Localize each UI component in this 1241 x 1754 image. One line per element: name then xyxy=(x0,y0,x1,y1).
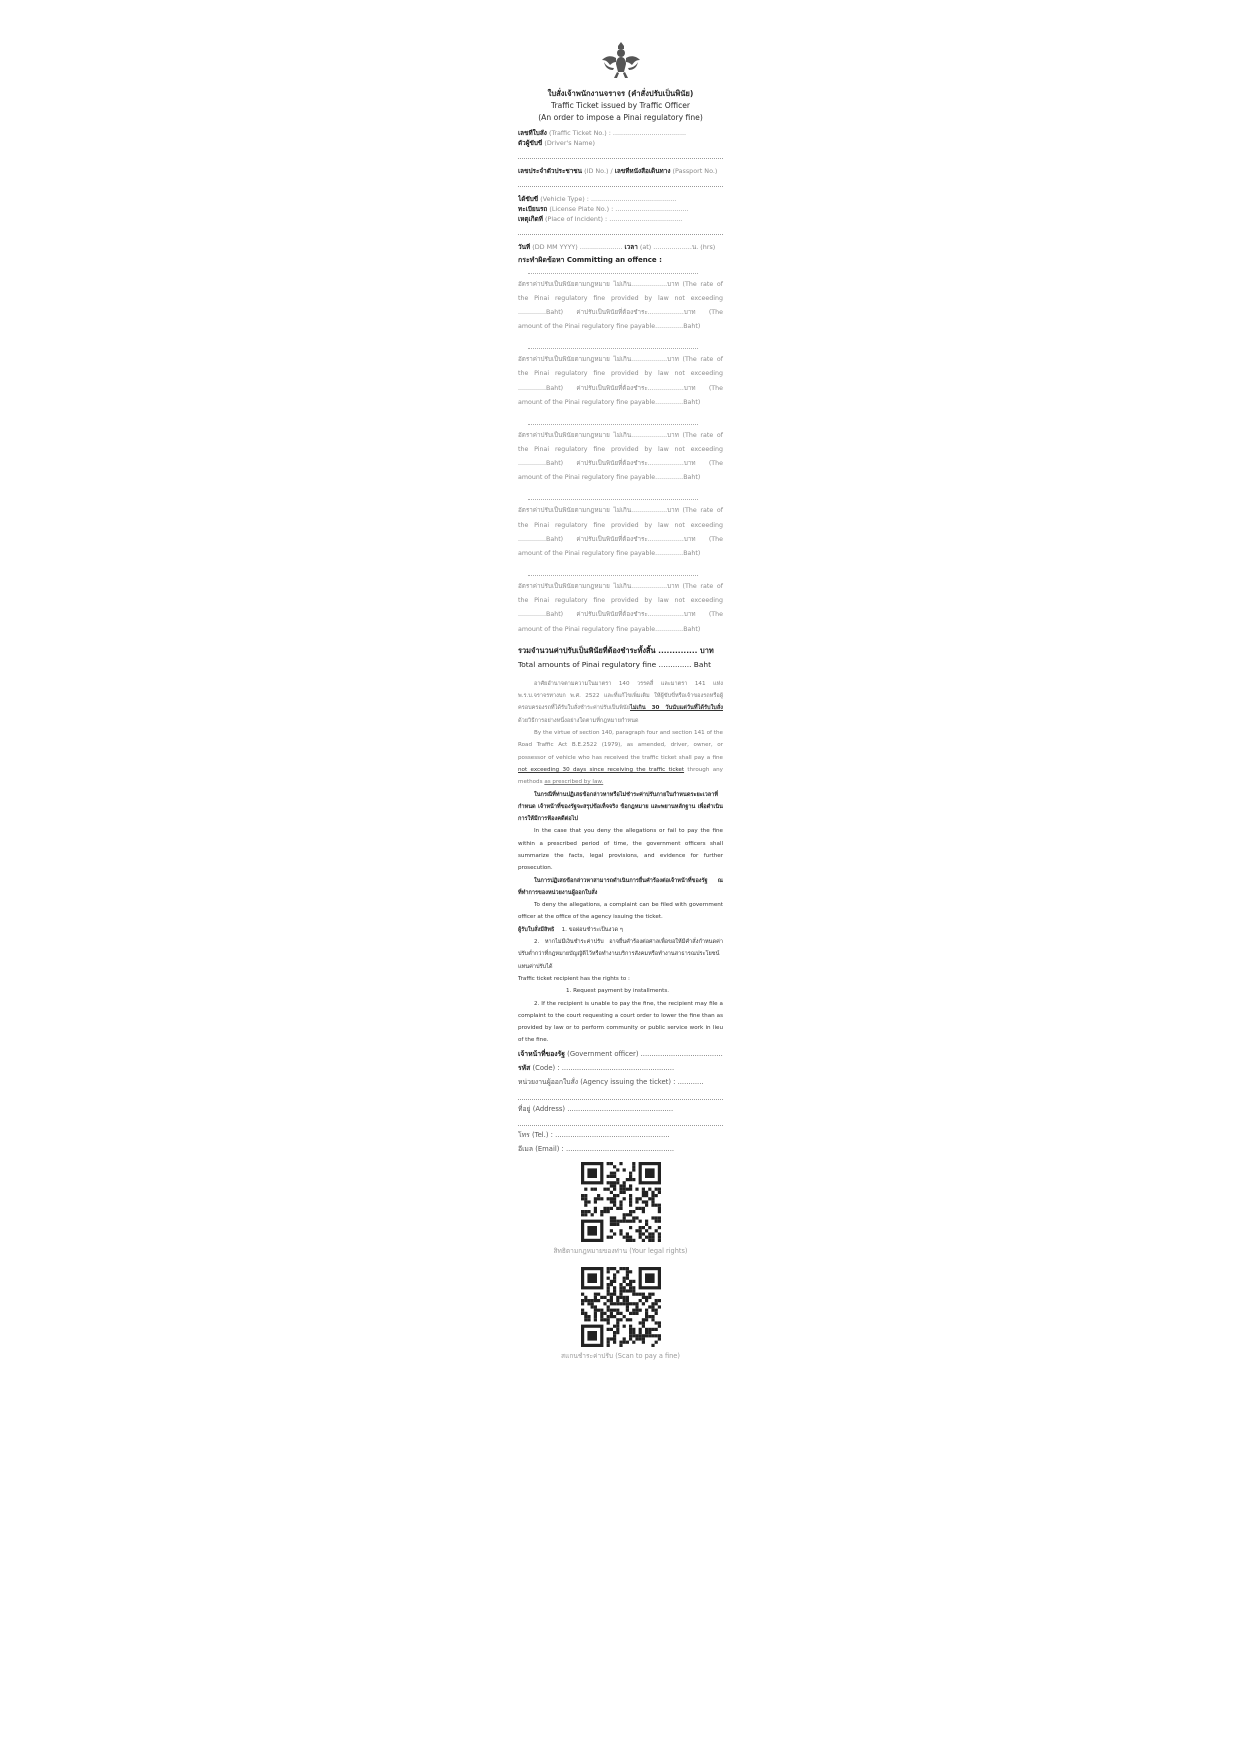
title-thai: ใบสั่งเจ้าพนักงานจราจร (คำสั่งปรับเป็นพินัย) xyxy=(547,89,694,98)
driver-name-field: ตัวผู้ขับขี่ (Driver's Name) xyxy=(518,139,595,148)
legal-notice-thai-3: ในการปฏิเสธข้อกล่าวหาสามารถดำเนินการยื่นคำร้องต่อเจ้าหน้าที่ของรัฐ ณ ที่ทำการของหน่วยงานผู้ออกใบสั่ง xyxy=(518,877,723,896)
rights-english-2: 2. If the recipient is unable to pay the fine, the recipient may file a complaint to the court requesting a court order to lower the fine than as provided by law or to perform community or public service work in lieu of the fine. xyxy=(518,1000,723,1044)
legal-rights-qr-label: สิทธิตามกฎหมายของท่าน (Your legal rights) xyxy=(553,1247,688,1256)
place-line xyxy=(518,225,723,235)
legal-notice-english-3: To deny the allegations, a complaint can be filed with government officer at the office of the agency issuing the ticket. xyxy=(518,902,723,921)
place-of-incident-field: เหตุเกิดที่ (Place of Incident) : .................................... xyxy=(518,214,683,223)
agency-field: หน่วยงานผู้ออกใบสั่ง (Agency issuing the ticket) : ............ xyxy=(518,1078,704,1087)
legal-rights-qr-code[interactable] xyxy=(581,1162,661,1242)
legal-notice-english-1: By the virtue of section 140, paragraph four and section 141 of the Road Traffic Act B.E.2522 (1979), as amended, driver, owner, or possessor of vehicle who has received the traffic ticket shall pay a fine not exceeding 30 days since receiving the traffic ticket through any methods as prescribed by law. xyxy=(518,730,723,786)
vehicle-type-field: ได้ขับขี่ (Vehicle Type) : .......................................... xyxy=(518,195,677,204)
legal-notice-thai-1: อาศัยอำนาจตามความในมาตรา 140 วรรคสี่ และมาตรา 141 แห่ง พ.ร.บ.จราจรทางบก พ.ศ. 2522 และที่แก้ไขเพิ่มเติม ให้ผู้ขับขี่หรือเจ้าของรถหรือผู้ครอบครองรถที่ได้รับใบสั่งชำระค่าปรับเป็นพินัยไม่เกิน 30 วันนับแต่วันที่ได้รับใบสั่ง ด้วยวิธีการอย่างหนึ่งอย่างใดตามที่กฎหมายกำหนด xyxy=(518,680,723,724)
offence-title: กระทำผิดข้อหา Committing an offence : xyxy=(518,255,662,264)
rights-thai: ผู้รับใบสั่งมีสิทธิ 1. ขอผ่อนชำระเป็นงวด ๆ xyxy=(518,926,623,933)
offence-fine-rate: อัตราค่าปรับเป็นพินัยตามกฎหมาย ไม่เกิน..................บาท (The rate of the Pinai regulatory fine provided by law not exceeding ..............Baht) ค่าปรับเป็นพินัยที่ต้องชำระ..................บาท (The amount of the Pinai regulatory fine payable..............Baht) xyxy=(518,583,723,633)
offence-description-line xyxy=(528,568,698,576)
legal-notice-english-2: In the case that you deny the allegations or fail to pay the fine within a prescribed period of time, the government officers shall summarize the facts, legal provisions, and evidence for further prosecution. xyxy=(518,828,723,872)
rights-thai-2: 2. หากไม่มีเงินชำระค่าปรับ อาจยื่นคำร้องต่อศาลเพื่อขอให้มีคำสั่งกำหนดค่าปรับต่ำกว่าที่กฎหมายบัญญัติไว้หรือทำงานบริการสังคมหรือทำงานสาธารณประโยชน์แทนค่าปรับได้ xyxy=(518,939,723,970)
offence-description-line xyxy=(528,492,698,500)
offence-fine-rate: อัตราค่าปรับเป็นพินัยตามกฎหมาย ไม่เกิน..................บาท (The rate of the Pinai regulatory fine provided by law not exceeding ..............Baht) ค่าปรับเป็นพินัยที่ต้องชำระ..................บาท (The amount of the Pinai regulatory fine payable..............Baht) xyxy=(518,431,723,482)
id-line xyxy=(518,177,723,187)
offence-fine-rate: อัตราค่าปรับเป็นพินัยตามกฎหมาย ไม่เกิน..................บาท (The rate of the Pinai regulatory fine provided by law not exceeding ..............Baht) ค่าปรับเป็นพินัยที่ต้องชำระ..................บาท (The amount of the Pinai regulatory fine payable..............Baht) xyxy=(518,280,723,331)
pay-fine-qr-label: สแกนชำระค่าปรับ (Scan to pay a fine) xyxy=(561,1351,680,1360)
offence-description-line xyxy=(528,266,698,274)
address-field: ที่อยู่ (Address) ................................................. xyxy=(518,1104,674,1113)
rights-english-label: Traffic ticket recipient has the rights to : xyxy=(518,975,630,982)
offence-fine-rate: อัตราค่าปรับเป็นพินัยตามกฎหมาย ไม่เกิน..................บาท (The rate of the Pinai regulatory fine provided by law not exceeding ..............Baht) ค่าปรับเป็นพินัยที่ต้องชำระ..................บาท (The amount of the Pinai regulatory fine payable..............Baht) xyxy=(518,507,723,557)
driver-name-line xyxy=(518,149,723,159)
date-time-field: วันที่ (DD MM YYYY) ..................... เวลา (at) ...................น. (hrs) xyxy=(518,242,716,251)
title-english-subtitle: (An order to impose a Pinai regulatory fine) xyxy=(538,112,703,122)
pay-fine-qr-code[interactable] xyxy=(581,1267,661,1347)
email-field: อีเมล (Email) : .................................................. xyxy=(518,1145,675,1154)
garuda-emblem-icon xyxy=(599,40,643,82)
rights-english-1: 1. Request payment by installments. xyxy=(566,988,670,995)
offence-list xyxy=(518,266,723,637)
agency-line xyxy=(518,1090,723,1100)
ticket-number-field: เลขที่ใบสั่ง (Traffic Ticket No.) : .................................... xyxy=(518,129,687,138)
offence-description-line xyxy=(528,417,698,425)
license-plate-field: ทะเบียนรถ (License Plate No.) : .................................... xyxy=(518,204,689,213)
total-fine-thai: รวมจำนวนค่าปรับเป็นพินัยที่ต้องชำระทั้งสิ้น .............. บาท xyxy=(518,645,714,655)
government-officer-field: เจ้าหน้าที่ของรัฐ (Government officer) ...................................... xyxy=(518,1049,723,1058)
address-line xyxy=(518,1116,723,1126)
officer-code-field: รหัส (Code) : .................................................... xyxy=(518,1064,675,1073)
offence-fine-rate: อัตราค่าปรับเป็นพินัยตามกฎหมาย ไม่เกิน..................บาท (The rate of the Pinai regulatory fine provided by law not exceeding ..............Baht) ค่าปรับเป็นพินัยที่ต้องชำระ..................บาท (The amount of the Pinai regulatory fine payable..............Baht) xyxy=(518,356,723,406)
id-passport-field: เลขประจำตัวประชาชน (ID No.) / เลขที่หนังสือเดินทาง (Passport No.) xyxy=(518,167,718,176)
tel-field: โทร (Tel.) : ..................................................... xyxy=(518,1130,670,1139)
offence-description-line xyxy=(528,341,698,349)
title-english: Traffic Ticket issued by Traffic Officer xyxy=(550,100,691,110)
legal-notice-thai-2: ในกรณีที่ท่านปฏิเสธข้อกล่าวหาหรือไม่ชำระค่าปรับภายในกำหนดระยะเวลาที่กำหนด เจ้าหน้าที่ของรัฐจะสรุปข้อเท็จจริง ข้อกฎหมาย และพยานหลักฐาน เพื่อดำเนินการให้มีการฟ้องคดีต่อไป xyxy=(518,791,723,823)
traffic-ticket xyxy=(518,40,723,1371)
total-fine-english: Total amounts of Pinai regulatory fine .............. Baht xyxy=(518,659,711,669)
